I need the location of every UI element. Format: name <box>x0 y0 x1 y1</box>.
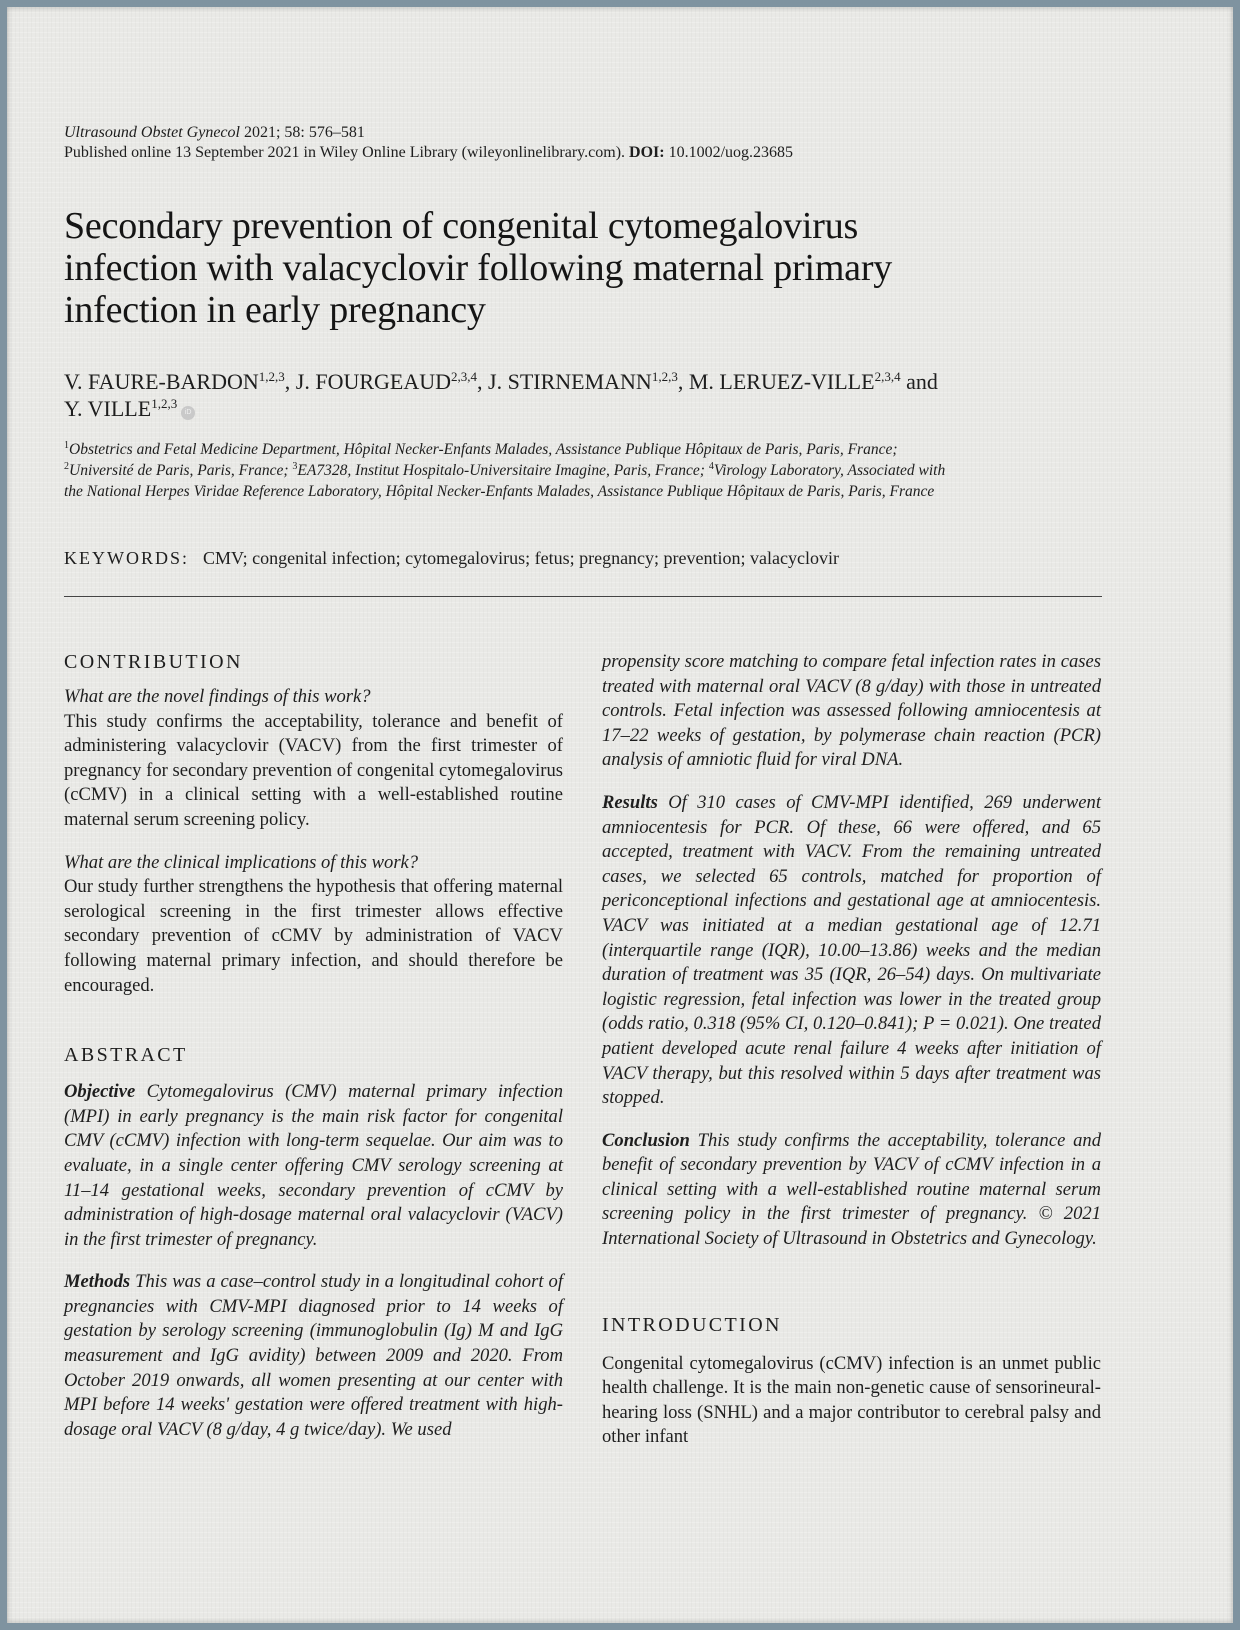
contribution-answer: Our study further strengthens the hypothesis that offering maternal serological screening in the first trimester allows effective secondary prevention of cCMV by administration of VACV following maternal primary infection, and should therefore be encouraged. <box>64 876 563 996</box>
affiliation-text: Université de Paris, Paris, France; <box>69 462 289 479</box>
author-affiliation-marks: 1,2,3 <box>151 396 178 411</box>
abstract-results <box>602 791 1101 1111</box>
results-text: Of 310 cases of CMV-MPI identified, 269 underwent amniocentesis for PCR. Of these, 66 were offered, and 65 accepted, treatment with VACV. From the remaining untreated cases, we selected 65 controls, matched for proportion of periconceptional infections and gestational age at amniocentesis. VACV was initiated at a median gestational age of 12.71 (interquartile range (IQR), 10.00–13.86) weeks and the median duration of treatment was 35 (IQR, 26–54) days. On multivariate logistic regression, fetal infection was lower in the treated group (odds ratio, 0.318 (95% CI, 0.120–0.841); P = 0.021). One treated patient developed acute renal failure 4 weeks after initiation of VACV therapy, but this resolved within 5 days after treatment was stopped. <box>602 791 1101 1109</box>
affiliation-number: 1 <box>64 440 69 451</box>
author-affiliation-marks: 1,2,3 <box>258 369 285 384</box>
keywords-value: CMV; congenital infection; cytomegalovirus; fetus; pregnancy; prevention; valacyclovir <box>203 548 839 568</box>
author-conjunction: and <box>900 369 938 394</box>
author-name: , J. FOURGEAUD <box>284 369 452 394</box>
affiliation-text: EA7328, Institut Hospitalo-Universitaire Imagine, Paris, France; <box>297 462 705 479</box>
abstract-conclusion <box>602 1129 1101 1252</box>
published-line: Published online 13 September 2021 in Wiley Online Library (wileyonlinelibrary.com). <box>64 144 626 161</box>
affiliation-number: 4 <box>708 461 714 472</box>
author-list <box>64 368 1101 422</box>
objective-label: Objective <box>64 1081 136 1103</box>
doi-value[interactable]: 10.1002/uog.23685 <box>668 144 794 161</box>
affiliation-number: 2 <box>64 461 69 472</box>
contribution-heading: CONTRIBUTION <box>64 651 243 673</box>
contribution-answer: This study confirms the acceptability, tolerance and benefit of administering valacyclovir (VACV) from the first trimester of pregnancy for secondary prevention of congenital cytomegalovirus (cCMV) in a clinical setting with a well-established routine maternal serum screening policy. <box>64 710 563 830</box>
affiliation-text: Virology Laboratory, Associated with <box>713 462 946 479</box>
affiliation-text: Obstetrics and Fetal Medicine Department, Hôpital Necker-Enfants Malades, Assistance Publique Hôpitaux de Paris, Paris, France; <box>69 441 898 458</box>
affiliation-number: 3 <box>292 461 298 472</box>
journal-citation: 2021; 58: 576–581 <box>243 124 365 141</box>
right-column <box>602 650 1101 1450</box>
journal-header <box>64 123 1101 163</box>
document-page <box>7 7 1233 1623</box>
conclusion-label: Conclusion <box>602 1129 690 1151</box>
keywords-label: KEYWORDS: <box>64 548 189 568</box>
journal-citation-line <box>64 123 1101 143</box>
conclusion-text: This study confirms the acceptability, tolerance and benefit of secondary prevention by VACV of cCMV infection in a clinical setting with a well-established routine maternal serum screening policy in the first trimester of pregnancy. © 2021 International Society of Ultrasound in Obstetrics and Gynecology. <box>602 1129 1101 1250</box>
contribution-question: What are the clinical implications of this work? <box>64 851 419 873</box>
author-affiliation-marks: 2,3,4 <box>874 369 901 384</box>
orcid-icon[interactable]: iD <box>181 406 195 420</box>
objective-text: Cytomegalovirus (CMV) maternal primary infection (MPI) in early pregnancy is the main risk factor for congenital CMV (cCMV) infection with long-term sequelae. Our aim was to evaluate, in a single center offering CMV serology screening at 11–14 gestational weeks, secondary prevention of cCMV by administration of high-dosage maternal oral valacyclovir (VACV) in the first trimester of pregnancy. <box>64 1081 563 1250</box>
title-line: infection in early pregnancy <box>64 289 486 331</box>
left-column <box>64 649 563 1442</box>
abstract-objective <box>64 1080 563 1252</box>
keywords-line <box>64 547 1101 569</box>
results-label: Results <box>602 791 658 813</box>
author-affiliation-marks: 1,2,3 <box>651 369 678 384</box>
affiliation-text: the National Herpes Viridae Reference Laboratory, Hôpital Necker-Enfants Malades, Assistance Publique Hôpitaux de Paris, Paris, France <box>64 483 935 500</box>
affiliations <box>64 439 1101 502</box>
methods-label: Methods <box>64 1271 131 1293</box>
methods-text: This was a case–control study in a longitudinal cohort of pregnancies with CMV-MPI diagnosed prior to 14 weeks of gestation by serology screening (immunoglobulin (Ig) M and IgG measurement and IgG avidity) between 2009 and 2020. From October 2019 onwards, all women presenting at our center with MPI before 14 weeks' gestation were offered treatment with high-dosage oral VACV (8 g/day, 4 g twice/day). We used <box>64 1271 563 1440</box>
title-line: Secondary prevention of congenital cytomegalovirus <box>64 205 859 247</box>
author-name: , M. LERUEZ-VILLE <box>677 369 875 394</box>
title-line: infection with valacyclovir following maternal primary <box>64 247 893 289</box>
article-title <box>64 205 1101 331</box>
abstract-heading: ABSTRACT <box>64 1044 188 1067</box>
publication-line <box>64 143 1101 163</box>
author-name: Y. VILLE <box>64 396 152 421</box>
abstract-methods <box>64 1270 563 1442</box>
contribution-question: What are the novel findings of this work? <box>64 686 371 707</box>
introduction-heading: INTRODUCTION <box>602 1313 782 1336</box>
journal-name: Ultrasound Obstet Gynecol <box>64 124 240 141</box>
abstract-methods-continued: propensity score matching to compare fetal infection rates in cases treated with maternal oral VACV (8 g/day) with those in untreated controls. Fetal infection was assessed following amniocentesis at 17–22 weeks of gestation, by polymerase chain reaction (PCR) analysis of amniotic fluid for viral DNA. <box>602 651 1101 771</box>
author-name: V. FAURE-BARDON <box>64 369 259 394</box>
section-divider <box>64 596 1102 597</box>
introduction-text: Congenital cytomegalovirus (cCMV) infection is an unmet public health challenge. It is the main non-genetic cause of sensorineural-hearing loss (SNHL) and a major contributor to cerebral palsy and other infant <box>602 1352 1101 1448</box>
doi-label: DOI: <box>629 144 665 161</box>
author-name: , J. STIRNEMANN <box>477 369 652 394</box>
author-affiliation-marks: 2,3,4 <box>451 369 478 384</box>
